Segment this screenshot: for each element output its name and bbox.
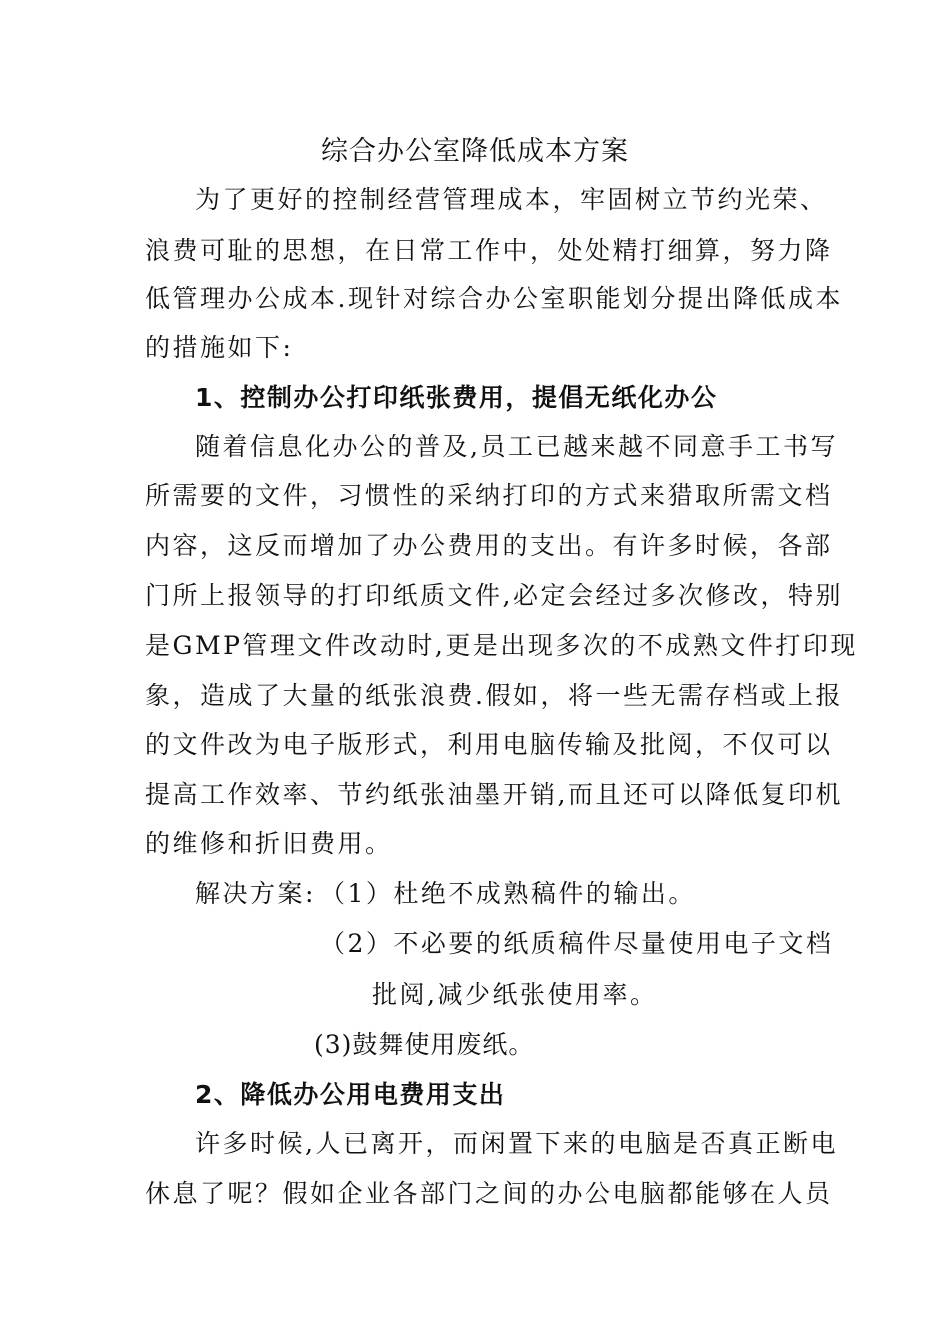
intro-line-4: 的措施如下: (145, 333, 294, 362)
section-1-line-1: 随着信息化办公的普及,员工已越来越不同意手工书写 (195, 432, 838, 461)
section-1-line-7: 的文件改为电子版形式，利用电脑传输及批阅，不仅可以 (145, 730, 833, 759)
intro-line-3: 低管理办公成本.现针对综合办公室职能划分提出降低成本 (145, 284, 843, 313)
solution-item-1: （1）杜绝不成熟稿件的输出。 (320, 879, 696, 908)
solution-item-2: （2）不必要的纸质稿件尽量使用电子文档 (320, 929, 834, 958)
intro-line-2: 浪费可耻的思想，在日常工作中，处处精打细算，努力降 (145, 236, 833, 265)
section-1-line-3: 内容，这反而增加了办公费用的支出。有许多时候，各部 (145, 531, 833, 560)
section-1-line-9: 的维修和折旧费用。 (145, 829, 393, 858)
document-title: 综合办公室降低成本方案 (321, 136, 629, 167)
intro-line-1: 为了更好的控制经营管理成本，牢固树立节约光荣、 (195, 185, 828, 214)
solution-item-3: (3)鼓舞使用废纸。 (314, 1030, 535, 1059)
section-1-heading: 1、控制办公打印纸张费用，提倡无纸化办公 (195, 383, 718, 412)
section-1-line-8: 提高工作效率、节约纸张油墨开销,而且还可以降低复印机 (145, 780, 843, 809)
section-1-line-2: 所需要的文件，习惯性的采纳打印的方式来猎取所需文档 (145, 481, 833, 510)
section-2-line-2: 休息了呢？假如企业各部门之间的办公电脑都能够在人员 (145, 1179, 833, 1208)
section-1-line-4: 门所上报领导的打印纸质文件,必定会经过多次修改，特别 (145, 581, 843, 610)
solution-label: 解决方案: (195, 879, 316, 908)
section-2-heading: 2、降低办公用电费用支出 (195, 1080, 506, 1109)
section-1-line-5: 是GMP管理文件改动时,更是出现多次的不成熟文件打印现 (145, 631, 858, 660)
section-2-line-1: 许多时候,人已离开，而闲置下来的电脑是否真正断电 (195, 1129, 838, 1158)
section-1-line-6: 象，造成了大量的纸张浪费.假如，将一些无需存档或上报 (145, 681, 843, 710)
solution-item-2-continued: 批阅,减少纸张使用率。 (372, 980, 658, 1009)
